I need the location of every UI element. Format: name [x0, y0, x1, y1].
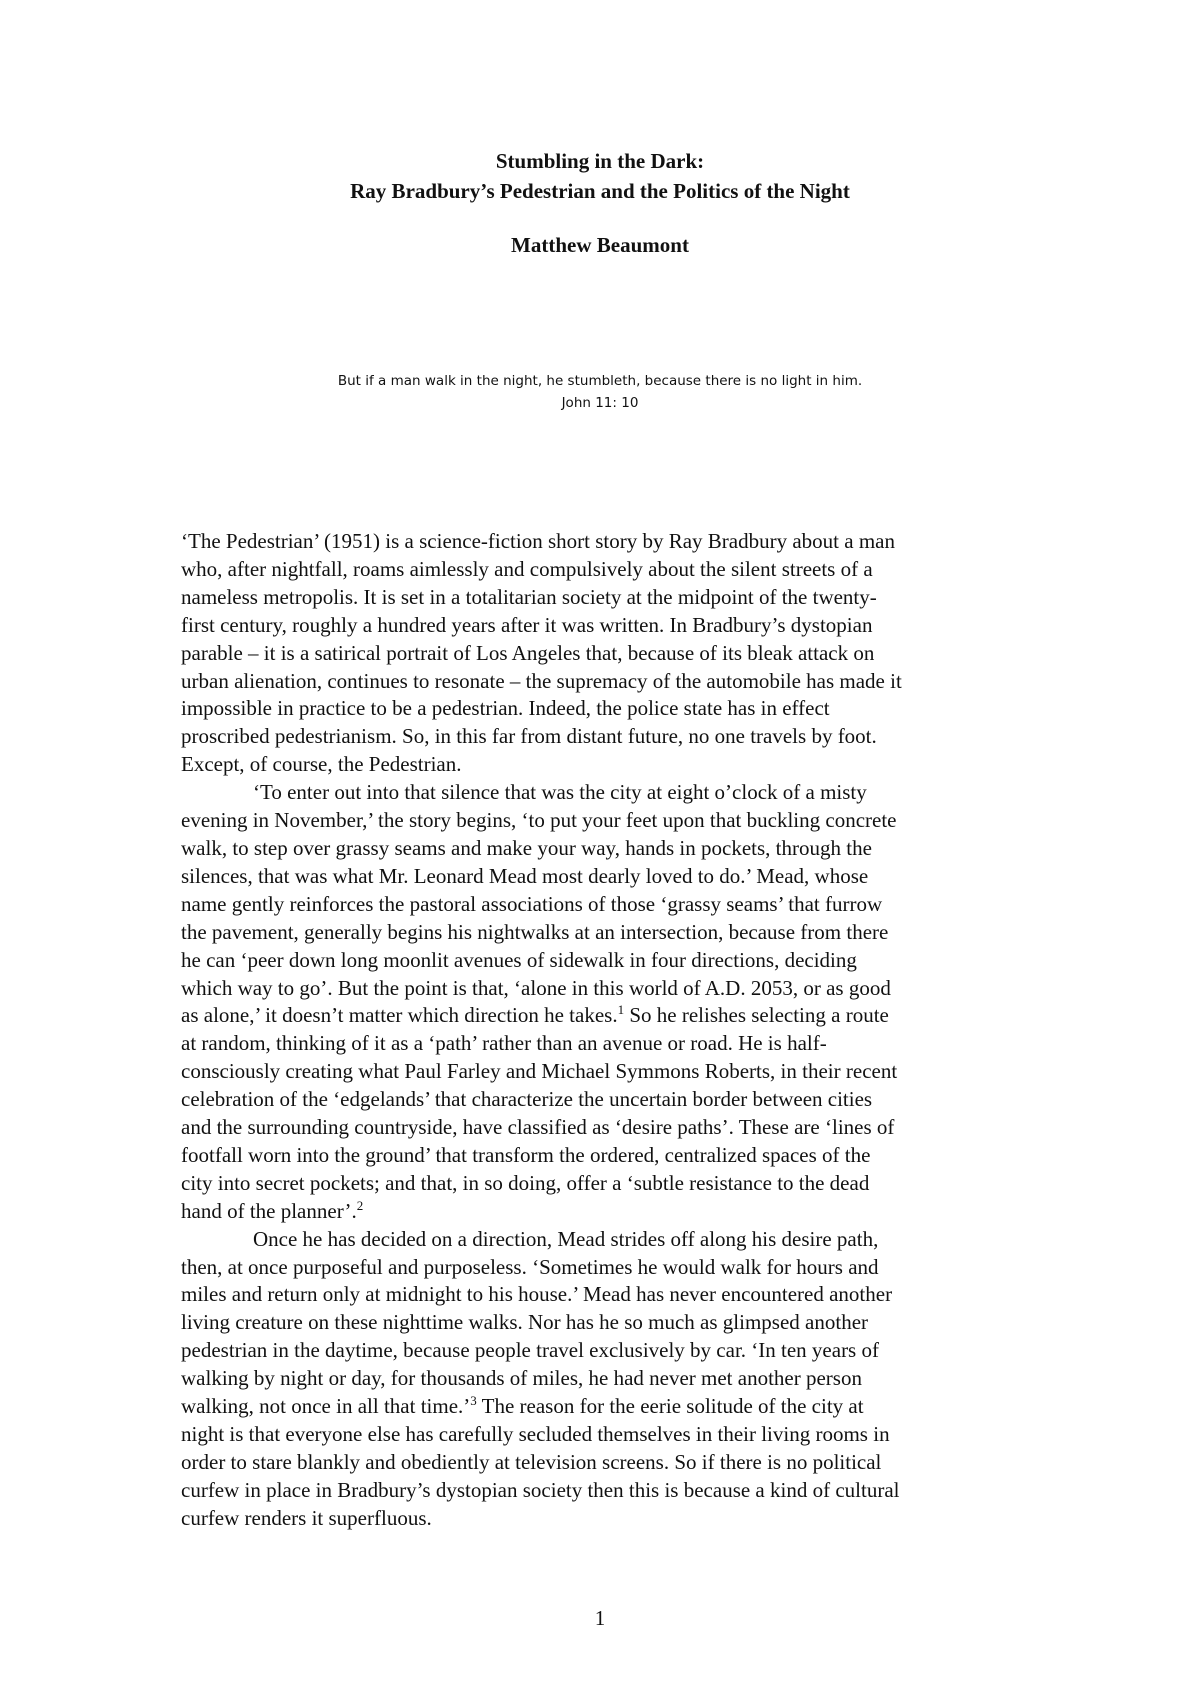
- text-line: he can ‘peer down long moonlit avenues of sidewalk in four directions, deciding: [181, 947, 857, 972]
- text-line: walking by night or day, for thousands of miles, he had never met another person: [181, 1366, 862, 1391]
- text-segment: as alone,’ it doesn’t matter which direction he takes.: [181, 1003, 618, 1028]
- paragraph-3: [181, 1226, 1017, 1533]
- text-line: order to stare blankly and obediently at television screens. So if there is no political: [181, 1449, 882, 1474]
- text-line: walk, to step over grassy seams and make your way, hands in pockets, through the: [181, 835, 872, 860]
- text-line: footfall worn into the ground’ that transform the ordered, centralized spaces of the: [181, 1142, 871, 1167]
- text-line: [181, 1002, 1017, 1030]
- epigraph-text: But if a man walk in the night, he stumbleth, because there is no light in him.: [337, 373, 863, 389]
- text-line: consciously creating what Paul Farley and Michael Symmons Roberts, in their recent: [181, 1059, 898, 1084]
- text-line: then, at once purposeful and purposeless. ‘Sometimes he would walk for hours and: [181, 1254, 879, 1279]
- text-line: the pavement, generally begins his nightwalks at an intersection, because from there: [181, 919, 889, 944]
- text-line: name gently reinforces the pastoral associations of those ‘grassy seams’ that furrow: [181, 891, 883, 916]
- epigraph-source: John 11: 10: [561, 395, 639, 411]
- text-segment: walking, not once in all that time.’: [181, 1394, 471, 1419]
- text-line: urban alienation, continues to resonate – the supremacy of the automobile has made it: [181, 668, 902, 693]
- text-line: night is that everyone else has carefully secluded themselves in their living rooms in: [181, 1422, 890, 1446]
- footnote-marker-2[interactable]: 2: [356, 1197, 364, 1213]
- text-line: at random, thinking of it as a ‘path’ rather than an avenue or road. He is half-: [181, 1031, 827, 1056]
- text-line: first century, roughly a hundred years after it was written. In Bradbury’s dystopian: [181, 612, 873, 637]
- epigraph: [0, 370, 1200, 414]
- text-line: silences, that was what Mr. Leonard Mead most dearly loved to do.’ Mead, whose: [181, 863, 869, 888]
- text-segment: hand of the planner’.: [181, 1198, 357, 1223]
- text-line: and the surrounding countryside, have classified as ‘desire paths’. These are ‘lines of: [181, 1115, 895, 1140]
- text-line: nameless metropolis. It is set in a totalitarian society at the midpoint of the twenty-: [181, 584, 877, 609]
- paragraph-2: [181, 779, 1017, 1226]
- title-line-1: Stumbling in the Dark:: [495, 149, 705, 173]
- text-line: celebration of the ‘edgelands’ that characterize the uncertain border between cities: [181, 1087, 873, 1112]
- footnote-marker-1[interactable]: 1: [617, 1002, 625, 1018]
- text-line: curfew renders it superfluous.: [181, 1505, 432, 1530]
- text-line: Except, of course, the Pedestrian.: [181, 752, 462, 777]
- text-line: who, after nightfall, roams aimlessly and compulsively about the silent streets of a: [181, 556, 873, 581]
- text-line: curfew in place in Bradbury’s dystopian society then this is because a kind of cultural: [181, 1477, 900, 1502]
- author-name: Matthew Beaumont: [511, 233, 689, 257]
- text-line: Once he has decided on a direction, Mead strides off along his desire path,: [253, 1226, 879, 1251]
- text-line: [181, 1198, 1017, 1226]
- title-line-2: Ray Bradbury’s Pedestrian and the Politics of the Night: [350, 179, 850, 203]
- paragraph-1: [181, 528, 1017, 779]
- text-line: impossible in practice to be a pedestrian. Indeed, the police state has in effect: [181, 696, 830, 721]
- text-segment: So he relishes selecting a route: [624, 1003, 889, 1028]
- footnote-marker-3[interactable]: 3: [470, 1393, 477, 1409]
- page-number: 1: [594, 1606, 606, 1630]
- text-line: proscribed pedestrianism. So, in this far from distant future, no one travels by foot.: [181, 724, 877, 749]
- body-text: [181, 528, 1017, 1533]
- text-line: [181, 1393, 1017, 1421]
- text-line: living creature on these nighttime walks. Nor has he so much as glimpsed another: [181, 1310, 869, 1335]
- document-title: [0, 146, 1200, 206]
- text-line: ‘The Pedestrian’ (1951) is a science-fiction short story by Ray Bradbury about a man: [181, 529, 895, 553]
- text-segment: The reason for the eerie solitude of the city at: [476, 1394, 864, 1419]
- text-line: pedestrian in the daytime, because people travel exclusively by car. ‘In ten years of: [181, 1338, 879, 1363]
- text-line: which way to go’. But the point is that, ‘alone in this world of A.D. 2053, or as good: [181, 975, 891, 1000]
- text-line: miles and return only at midnight to his house.’ Mead has never encountered another: [181, 1282, 893, 1307]
- text-line: evening in November,’ the story begins, ‘to put your feet upon that buckling concrete: [181, 808, 897, 833]
- text-line: ‘To enter out into that silence that was the city at eight o’clock of a misty: [253, 780, 867, 805]
- text-line: city into secret pockets; and that, in so doing, offer a ‘subtle resistance to the dead: [181, 1170, 870, 1195]
- text-line: parable – it is a satirical portrait of Los Angeles that, because of its bleak attack on: [181, 640, 875, 665]
